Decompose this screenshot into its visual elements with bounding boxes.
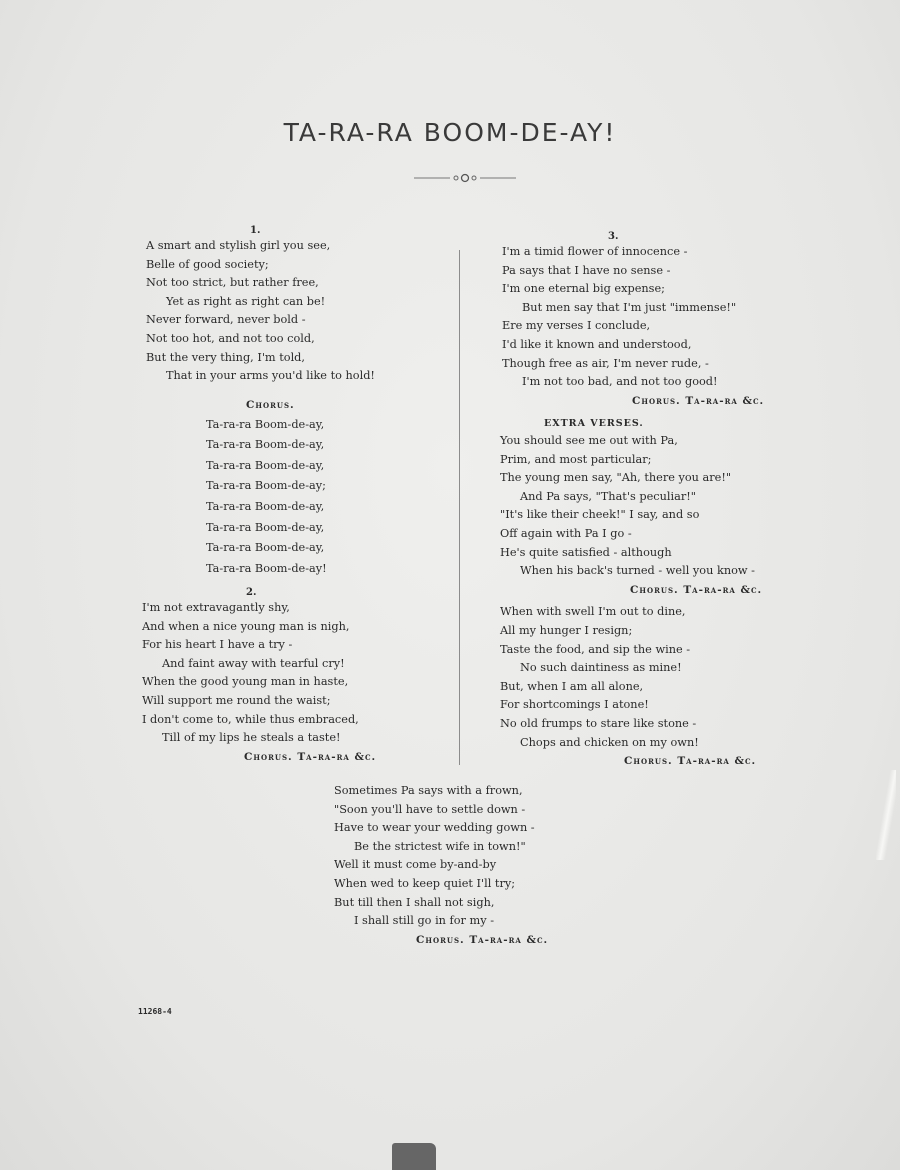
verse-number: 3. [608, 231, 619, 242]
chorus-line: Ta-ra-ra Boom-de-ay, [206, 438, 325, 452]
column-divider [459, 250, 460, 765]
verse-line: Though free as air, I'm never rude, - [502, 356, 709, 370]
verse-line: I'd like it known and understood, [502, 337, 692, 351]
verse-line: Taste the food, and sip the wine - [500, 642, 691, 656]
verse-line: Not too strict, but rather free, [146, 276, 319, 290]
verse-line: And Pa says, "That's peculiar!" [520, 489, 696, 503]
ornament-divider [410, 170, 520, 186]
verse-line: "It's like their cheek!" I say, and so [500, 508, 700, 522]
verse-line: Till of my lips he steals a taste! [162, 731, 341, 745]
verse-line: "Soon you'll have to settle down - [334, 802, 526, 816]
extra-verses [500, 416, 800, 771]
verse-number: 1. [250, 225, 261, 236]
chorus-heading: Chorus. [246, 399, 295, 411]
verse-line: Sometimes Pa says with a frown, [334, 784, 523, 797]
chorus-line: Ta-ra-ra Boom-de-ay; [206, 479, 326, 493]
page-title: TA-RA-RA BOOM-DE-AY! [283, 118, 617, 147]
verse-line: When the good young man in haste, [142, 675, 349, 689]
chorus-line: Ta-ra-ra Boom-de-ay, [206, 417, 325, 431]
chorus-line: Ta-ra-ra Boom-de-ay, [206, 499, 325, 513]
chorus-line: Ta-ra-ra Boom-de-ay, [206, 541, 325, 555]
verse-line: Well it must come by-and-by [334, 858, 497, 872]
verse-line: Prim, and most particular; [500, 452, 652, 466]
verse-line: The young men say, "Ah, there you are!" [500, 471, 732, 485]
verse-line: But the very thing, I'm told, [146, 350, 306, 364]
verse-line: A smart and stylish girl you see, [146, 239, 331, 252]
verse-line: No old frumps to stare like stone - [500, 716, 697, 730]
verse-line: Have to wear your wedding gown - [334, 821, 535, 835]
verse-line: But, when I am all alone, [500, 679, 644, 693]
verse-line: No such daintiness as mine! [520, 661, 682, 675]
final-verse [334, 782, 624, 949]
verse-line: Chops and chicken on my own! [520, 735, 699, 749]
verse-line: Be the strictest wife in town!" [354, 839, 526, 853]
chorus-reference: Chorus. Ta-ra-ra &c. [244, 750, 377, 763]
verse-line: When wed to keep quiet I'll try; [334, 876, 516, 890]
verse-line: I'm not extravagantly shy, [142, 601, 290, 614]
verse-line: You should see me out with Pa, [500, 434, 678, 447]
verse-line: I'm not too bad, and not too good! [522, 375, 718, 389]
verse-line: I don't come to, while thus embraced, [142, 712, 359, 726]
verse-line: But men say that I'm just "immense!" [522, 300, 737, 314]
verse-line: When with swell I'm out to dine, [500, 605, 686, 619]
verse-line: And faint away with tearful cry! [162, 656, 345, 670]
verse-line: Never forward, never bold - [146, 313, 306, 327]
verse-line: But till then I shall not sigh, [334, 895, 495, 909]
chorus-reference: Chorus. Ta-ra-ra &c. [624, 755, 757, 768]
verse-line: For shortcomings I atone! [500, 698, 649, 712]
verse-line: I shall still go in for my - [354, 914, 495, 928]
plate-number: 11268-4 [138, 1007, 172, 1016]
verse-line: Yet as right as right can be! [166, 294, 326, 308]
paper-scuff [876, 770, 896, 860]
verse-line: I'm one eternal big expense; [502, 282, 665, 296]
verse-number: 2. [246, 587, 257, 598]
verse-line: I'm a timid flower of innocence - [502, 245, 688, 258]
verse-line: He's quite satisfied - although [500, 545, 672, 559]
chorus-reference: Chorus. Ta-ra-ra &c. [630, 583, 763, 596]
verse-1 [146, 224, 446, 386]
chorus-line: Ta-ra-ra Boom-de-ay! [206, 561, 327, 575]
verse-line: Belle of good society; [146, 257, 269, 271]
verse-2 [142, 586, 452, 766]
verse-line: Not too hot, and not too cold, [146, 331, 315, 345]
chorus-reference: Chorus. Ta-ra-ra &c. [416, 933, 549, 946]
chorus [206, 396, 406, 579]
extra-verses-heading: EXTRA VERSES. [544, 418, 644, 429]
verse-line: And when a nice young man is nigh, [142, 619, 350, 633]
verse-line: Ere my verses I conclude, [502, 319, 651, 333]
verse-3 [502, 230, 792, 410]
verse-line: When his back's turned - well you know - [520, 564, 755, 578]
verse-line: Will support me round the waist; [142, 693, 331, 707]
paper-tear [392, 1143, 436, 1170]
chorus-line: Ta-ra-ra Boom-de-ay, [206, 520, 325, 534]
verse-line: That in your arms you'd like to hold! [166, 369, 375, 383]
verse-line: For his heart I have a try - [142, 638, 293, 652]
chorus-reference: Chorus. Ta-ra-ra &c. [632, 394, 765, 407]
chorus-line: Ta-ra-ra Boom-de-ay, [206, 458, 325, 472]
verse-line: Pa says that I have no sense - [502, 263, 671, 277]
verse-line: All my hunger I resign; [500, 623, 633, 637]
verse-line: Off again with Pa I go - [500, 526, 632, 540]
